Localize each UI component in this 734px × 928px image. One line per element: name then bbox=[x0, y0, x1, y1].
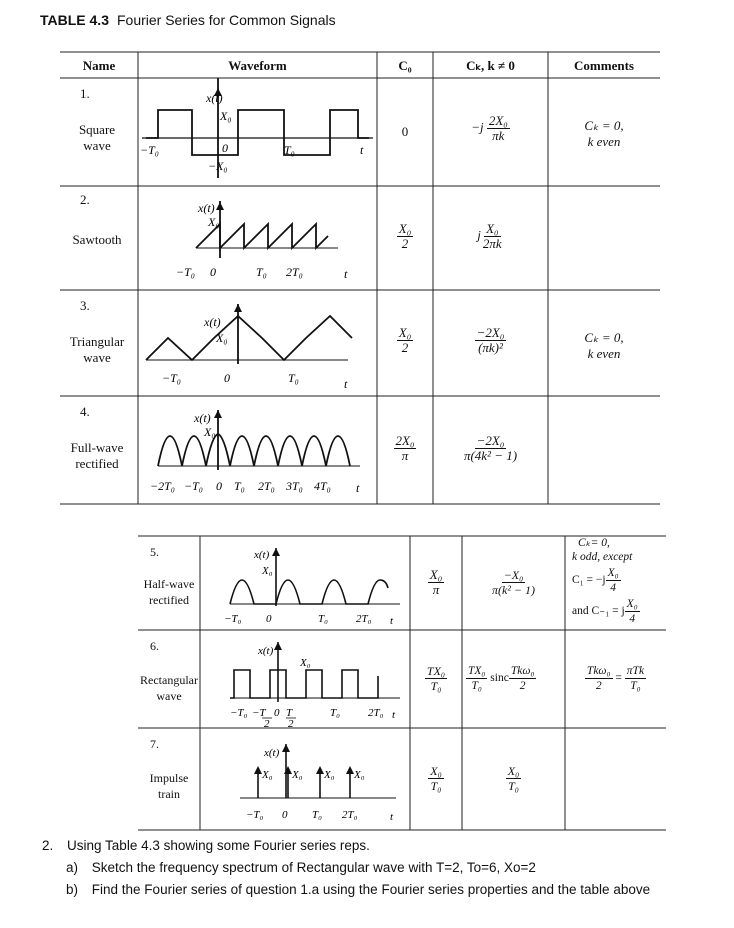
label-neg-2t0: −2T₀ bbox=[150, 479, 175, 493]
ck-value bbox=[462, 764, 565, 793]
label-xt: x(t) bbox=[258, 645, 274, 657]
row-number: 5. bbox=[150, 545, 159, 559]
ck-value bbox=[433, 222, 548, 251]
c0-den: π bbox=[401, 448, 409, 463]
comment-line4: and C₋₁ = j bbox=[572, 605, 625, 618]
label-zero: 0 bbox=[216, 479, 222, 493]
label-t: t bbox=[344, 377, 348, 391]
c1-num: X₀ bbox=[607, 567, 619, 579]
header-comments: Comments bbox=[574, 58, 634, 73]
label-4t0: 4T₀ bbox=[314, 479, 331, 493]
ck-sinc: sinc bbox=[490, 672, 509, 685]
label-neg-t0: −T₀ bbox=[162, 371, 181, 385]
row-number: 6. bbox=[150, 639, 159, 653]
label-zero: 0 bbox=[266, 613, 272, 625]
label-x0: X₀ bbox=[204, 425, 216, 439]
row-number: 7. bbox=[150, 737, 159, 751]
comment-den1: 2 bbox=[595, 680, 602, 692]
label-t0: T₀ bbox=[234, 479, 245, 493]
label-t: t bbox=[356, 481, 360, 495]
comment-num1: Tkω₀ bbox=[586, 665, 611, 677]
c0-den: 2 bbox=[401, 236, 409, 251]
comment: Cₖ = 0, k even bbox=[584, 118, 624, 149]
label-t0: T₀ bbox=[330, 707, 340, 719]
ck-num: TX₀ bbox=[468, 665, 486, 677]
half-wave-plot bbox=[200, 536, 410, 630]
c0-value bbox=[410, 664, 462, 693]
ck-value bbox=[433, 114, 548, 143]
c0-num: TX₀ bbox=[426, 664, 446, 678]
label-neg-x0: −X₀ bbox=[208, 159, 228, 173]
row-name: Sawtooth bbox=[72, 232, 122, 247]
label-x0: X₀ bbox=[208, 215, 220, 229]
ck-num: X₀ bbox=[486, 221, 499, 236]
row-number: 2. bbox=[80, 192, 90, 207]
label-t: T bbox=[286, 707, 293, 719]
ck-den: T₀ bbox=[471, 680, 482, 692]
label-zero: 0 bbox=[210, 265, 216, 279]
label-2t0: 2T₀ bbox=[286, 265, 303, 279]
label-zero: 0 bbox=[224, 371, 230, 385]
ck-num: −2X₀ bbox=[476, 433, 505, 448]
comment bbox=[572, 536, 666, 626]
label-x0-a: X₀ bbox=[262, 769, 273, 781]
part-b-text: Find the Fourier series of question 1.a using the Fourier series properties and the table above bbox=[91, 882, 651, 897]
row-number: 3. bbox=[80, 298, 90, 313]
square-wave-plot bbox=[138, 78, 377, 186]
sawtooth-plot bbox=[138, 186, 377, 290]
c0-num: X₀ bbox=[398, 325, 412, 340]
label-neg-t0: −T₀ bbox=[230, 707, 248, 719]
label-neg-t0: −T₀ bbox=[184, 479, 203, 493]
c0-value bbox=[410, 568, 462, 597]
c0-value bbox=[410, 764, 462, 793]
label-x0: X₀ bbox=[220, 109, 232, 123]
question-number: 2. bbox=[42, 838, 54, 853]
c0-num: X₀ bbox=[430, 764, 442, 778]
label-den-2b: 2 bbox=[288, 718, 294, 728]
label-neg-t0: −T₀ bbox=[176, 265, 195, 279]
row-name: Half-wave rectified bbox=[143, 577, 195, 607]
label-den-2a: 2 bbox=[264, 718, 270, 728]
cm1-num: X₀ bbox=[626, 598, 638, 610]
row-name: Impulse train bbox=[149, 771, 189, 801]
label-t0: T₀ bbox=[318, 613, 328, 625]
comment-den2: T₀ bbox=[630, 680, 641, 692]
part-a-text: Sketch the frequency spectrum of Rectangular wave with T=2, To=6, Xo=2 bbox=[91, 860, 536, 875]
label-t0: T₀ bbox=[256, 265, 267, 279]
ck-den: πk bbox=[492, 128, 505, 143]
comment-line1: Cₖ= 0, bbox=[578, 537, 610, 549]
table-caption: Fourier Series for Common Signals bbox=[116, 12, 336, 28]
label-x0-b: X₀ bbox=[292, 769, 303, 781]
ck-den: π(k² − 1) bbox=[491, 583, 536, 597]
c0-value bbox=[377, 434, 433, 463]
label-xt: x(t) bbox=[254, 549, 270, 561]
table-label: TABLE 4.3 bbox=[40, 12, 109, 28]
ck-num: −X₀ bbox=[503, 568, 524, 582]
question-part-b bbox=[66, 882, 650, 897]
c0-value bbox=[377, 222, 433, 251]
label-zero: 0 bbox=[282, 809, 288, 821]
label-2t0: 2T₀ bbox=[368, 707, 384, 719]
ck-den: π(4k² − 1) bbox=[463, 448, 518, 463]
question-text: Using Table 4.3 showing some Fourier series reps. bbox=[67, 838, 370, 853]
c0-num: X₀ bbox=[429, 567, 443, 582]
c0-value bbox=[377, 326, 433, 355]
comment bbox=[565, 664, 666, 693]
comment-line3: C₁ = −j bbox=[572, 574, 606, 587]
header-c0: C₀ bbox=[398, 58, 412, 73]
label-neg-t0: −T₀ bbox=[140, 143, 159, 157]
label-t0: T₀ bbox=[288, 371, 299, 385]
c0-den: T₀ bbox=[430, 679, 442, 693]
rectangular-plot bbox=[200, 630, 410, 728]
label-2t0: 2T₀ bbox=[342, 809, 358, 821]
label-t: t bbox=[360, 143, 364, 157]
c0-den: π bbox=[432, 582, 440, 597]
label-2t0: 2T₀ bbox=[258, 479, 275, 493]
ck-sinc-den: 2 bbox=[519, 680, 526, 692]
header-name: Name bbox=[82, 58, 116, 73]
label-t0: T₀ bbox=[312, 809, 322, 821]
c0-den: T₀ bbox=[430, 779, 442, 793]
full-wave-plot bbox=[138, 396, 377, 504]
ck-value bbox=[466, 664, 564, 693]
ck-den: T₀ bbox=[508, 779, 519, 793]
impulse-train-plot bbox=[200, 728, 410, 830]
ck-value bbox=[462, 568, 565, 597]
comment-num2: πTk bbox=[626, 665, 645, 677]
header-ck: Cₖ, k ≠ 0 bbox=[466, 58, 515, 73]
ck-sinc-num: Tkω₀ bbox=[510, 665, 535, 677]
ck-value bbox=[433, 434, 548, 463]
question-part-a bbox=[66, 860, 536, 875]
question bbox=[42, 838, 370, 853]
comment-line2: k odd, except bbox=[572, 551, 633, 563]
c1-den: 4 bbox=[610, 582, 616, 594]
c0-num: 2X₀ bbox=[395, 433, 415, 448]
ck-num: X₀ bbox=[507, 764, 520, 778]
c0-num: X₀ bbox=[398, 221, 412, 236]
label-t0: T₀ bbox=[284, 143, 295, 157]
label-zero: 0 bbox=[274, 707, 280, 719]
triangular-plot bbox=[138, 290, 377, 396]
part-a-label: a) bbox=[66, 860, 79, 875]
label-xt: x(t) bbox=[204, 315, 221, 329]
label-x0: X₀ bbox=[216, 331, 228, 345]
label-2t0: 2T₀ bbox=[356, 613, 372, 625]
label-xt: x(t) bbox=[206, 91, 223, 105]
label-x0: X₀ bbox=[262, 565, 273, 577]
row-number: 1. bbox=[80, 86, 90, 101]
label-xt: x(t) bbox=[194, 411, 211, 425]
label-t: t bbox=[344, 267, 348, 281]
label-3t0: 3T₀ bbox=[286, 479, 303, 493]
label-zero: 0 bbox=[222, 141, 228, 155]
ck-value bbox=[433, 326, 548, 355]
label-x0: X₀ bbox=[300, 657, 311, 669]
row-number: 4. bbox=[80, 404, 90, 419]
label-xt: x(t) bbox=[198, 201, 215, 215]
label-xt: x(t) bbox=[264, 747, 280, 759]
row-name: Full-wave rectified bbox=[70, 440, 124, 471]
header-waveform: Waveform bbox=[228, 58, 287, 73]
comment: Cₖ = 0, k even bbox=[584, 330, 624, 361]
ck-num: 2X₀ bbox=[488, 113, 508, 128]
label-neg-t0: −T₀ bbox=[246, 809, 264, 821]
ck-den: (πk)² bbox=[478, 340, 503, 355]
ck-den: 2πk bbox=[482, 236, 502, 251]
label-t: t bbox=[390, 615, 394, 627]
label-t: t bbox=[390, 811, 394, 823]
cm1-den: 4 bbox=[629, 613, 636, 625]
label-x0-d: X₀ bbox=[354, 769, 365, 781]
ck-prefix: −j bbox=[471, 119, 484, 135]
ck-num: −2X₀ bbox=[476, 325, 505, 340]
label-neg-t0: −T₀ bbox=[224, 613, 242, 625]
row-name: Rectangular wave bbox=[140, 673, 198, 703]
label-time: t bbox=[392, 709, 396, 721]
part-b-label: b) bbox=[66, 882, 79, 897]
label-x0-c: X₀ bbox=[324, 769, 335, 781]
row-name: Square wave bbox=[78, 122, 116, 153]
ck-prefix: j bbox=[477, 227, 481, 243]
c0-den: 2 bbox=[401, 340, 409, 355]
row-name: Triangular wave bbox=[69, 334, 125, 365]
c0-value: 0 bbox=[401, 124, 409, 139]
label-neg-t: −T bbox=[252, 707, 266, 719]
comment-eq: = bbox=[615, 672, 622, 685]
